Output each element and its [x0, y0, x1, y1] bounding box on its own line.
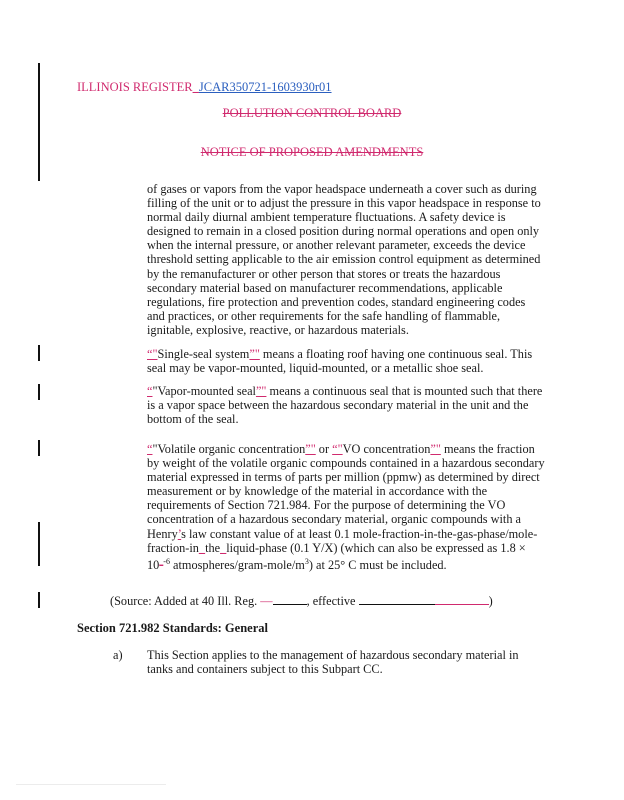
change-bar	[38, 63, 40, 181]
quote-mark: ”"	[430, 442, 441, 456]
inserted-mark: _	[198, 540, 206, 555]
apostrophe: ’	[177, 526, 182, 541]
quote-mark: ”"	[249, 347, 260, 361]
register-tail: _	[192, 80, 199, 94]
register-title: ILLINOIS REGISTER	[77, 80, 193, 94]
inserted-mark: _	[220, 540, 227, 555]
quote-mark: ”"	[305, 442, 316, 456]
quote-mark: "	[152, 442, 158, 456]
section-heading: Section 721.982 Standards: General	[77, 621, 268, 635]
board-name: POLLUTION CONTROL BOARD	[222, 106, 402, 120]
notice-title: NOTICE OF PROPOSED AMENDMENTS	[200, 145, 424, 159]
definition-text: means a floating roof having one continuous seal. This seal may be vapor-mounted, liquid-mounted, or a metallic shoe seal.	[147, 347, 533, 376]
definition-voc	[147, 442, 545, 572]
document-id: JCAR350721-1603930r01	[198, 80, 332, 94]
definition-text: ) at 25° C must be included.	[308, 557, 447, 572]
definition-text: means a continuous seal that is mounted such that there is a vapor space between the hazardous secondary material in the unit and the bottom of the seal.	[147, 384, 543, 427]
quote-mark: “	[147, 384, 153, 398]
quote-mark: ”"	[255, 384, 267, 398]
quote-mark: “"	[147, 347, 158, 361]
register-header	[77, 80, 332, 95]
footer-rule	[16, 784, 166, 785]
defined-term: VO concentration	[342, 442, 431, 456]
change-bar	[38, 384, 40, 400]
subsection-label: a)	[113, 648, 123, 662]
defined-term: Single-seal system	[157, 347, 250, 361]
conjunction: or	[315, 442, 333, 456]
continuation-text: of gases or vapors from the vapor headspace underneath a cover such as during filling of the unit or to adjust the pressure in this vapor headspace in response to normal daily diurnal ambient temperature fluctuations. A safety device is designed to remain in a closed position during normal operations and open only when the internal pressure, or another relevant parameter, exceeds the device threshold setting applicable to the air emission control equipment as determined by the remanufacturer or other person that stores or treats the hazardous secondary material based on manufacturer recommendations, applicable regulations, fire protection and prevention codes, standard engineering codes and practices, or other requirements for the safe handling of flammable, ignitable, explosive, reactive, or hazardous materials.	[147, 182, 541, 337]
inserted-mark: _	[159, 556, 164, 566]
source-close: )	[488, 594, 493, 608]
exponent: -6	[163, 556, 170, 566]
source-effective: , effective	[306, 594, 359, 608]
definition-text: liquid-phase (0.1 Y/X) (which can also be expressed as 1.8 × 10	[147, 540, 526, 572]
change-bar	[38, 440, 40, 456]
source-prefix: (Source: Added at 40 Ill. Reg.	[110, 594, 261, 608]
definition-text: means the fraction by weight of the volatile organic compounds contained in a hazardous secondary material expressed in terms of parts per million (ppmw) as determined by direct measurement or by knowledge of the material in accordance with the requirements of Section 721.984. For the purpose of determining the VO concentration of a hazardous secondary material, organic compounds with a Henry	[147, 442, 545, 541]
blank-line	[273, 594, 307, 605]
definition-text: s law constant value of at least 0.1 mole-fraction-in-the-gas-phase/mole-fraction-in	[147, 526, 538, 555]
change-bar	[38, 522, 40, 566]
blank-line	[359, 594, 435, 605]
quote-mark: “"	[332, 442, 343, 456]
defined-term: Vapor-mounted seal	[157, 384, 256, 398]
subsection-body: This Section applies to the management of hazardous secondary material in tanks and containers subject to this Subpart CC.	[147, 648, 519, 677]
deleted-dash: —	[260, 594, 273, 608]
quote-mark: “	[147, 442, 153, 456]
definition-text: the	[205, 540, 221, 555]
exponent: 3	[304, 556, 309, 566]
change-bar	[38, 345, 40, 361]
definition-single-seal	[147, 347, 545, 375]
definition-vapor-seal	[147, 384, 545, 426]
defined-term: Volatile organic concentration	[157, 442, 306, 456]
subsection-text	[147, 648, 545, 676]
source-note	[110, 594, 493, 609]
change-bar	[38, 592, 40, 608]
continuation-paragraph	[147, 182, 545, 337]
definition-text: atmospheres/gram-mole/m	[169, 557, 305, 572]
inserted-blank-line	[435, 594, 489, 605]
quote-mark: "	[152, 384, 158, 398]
